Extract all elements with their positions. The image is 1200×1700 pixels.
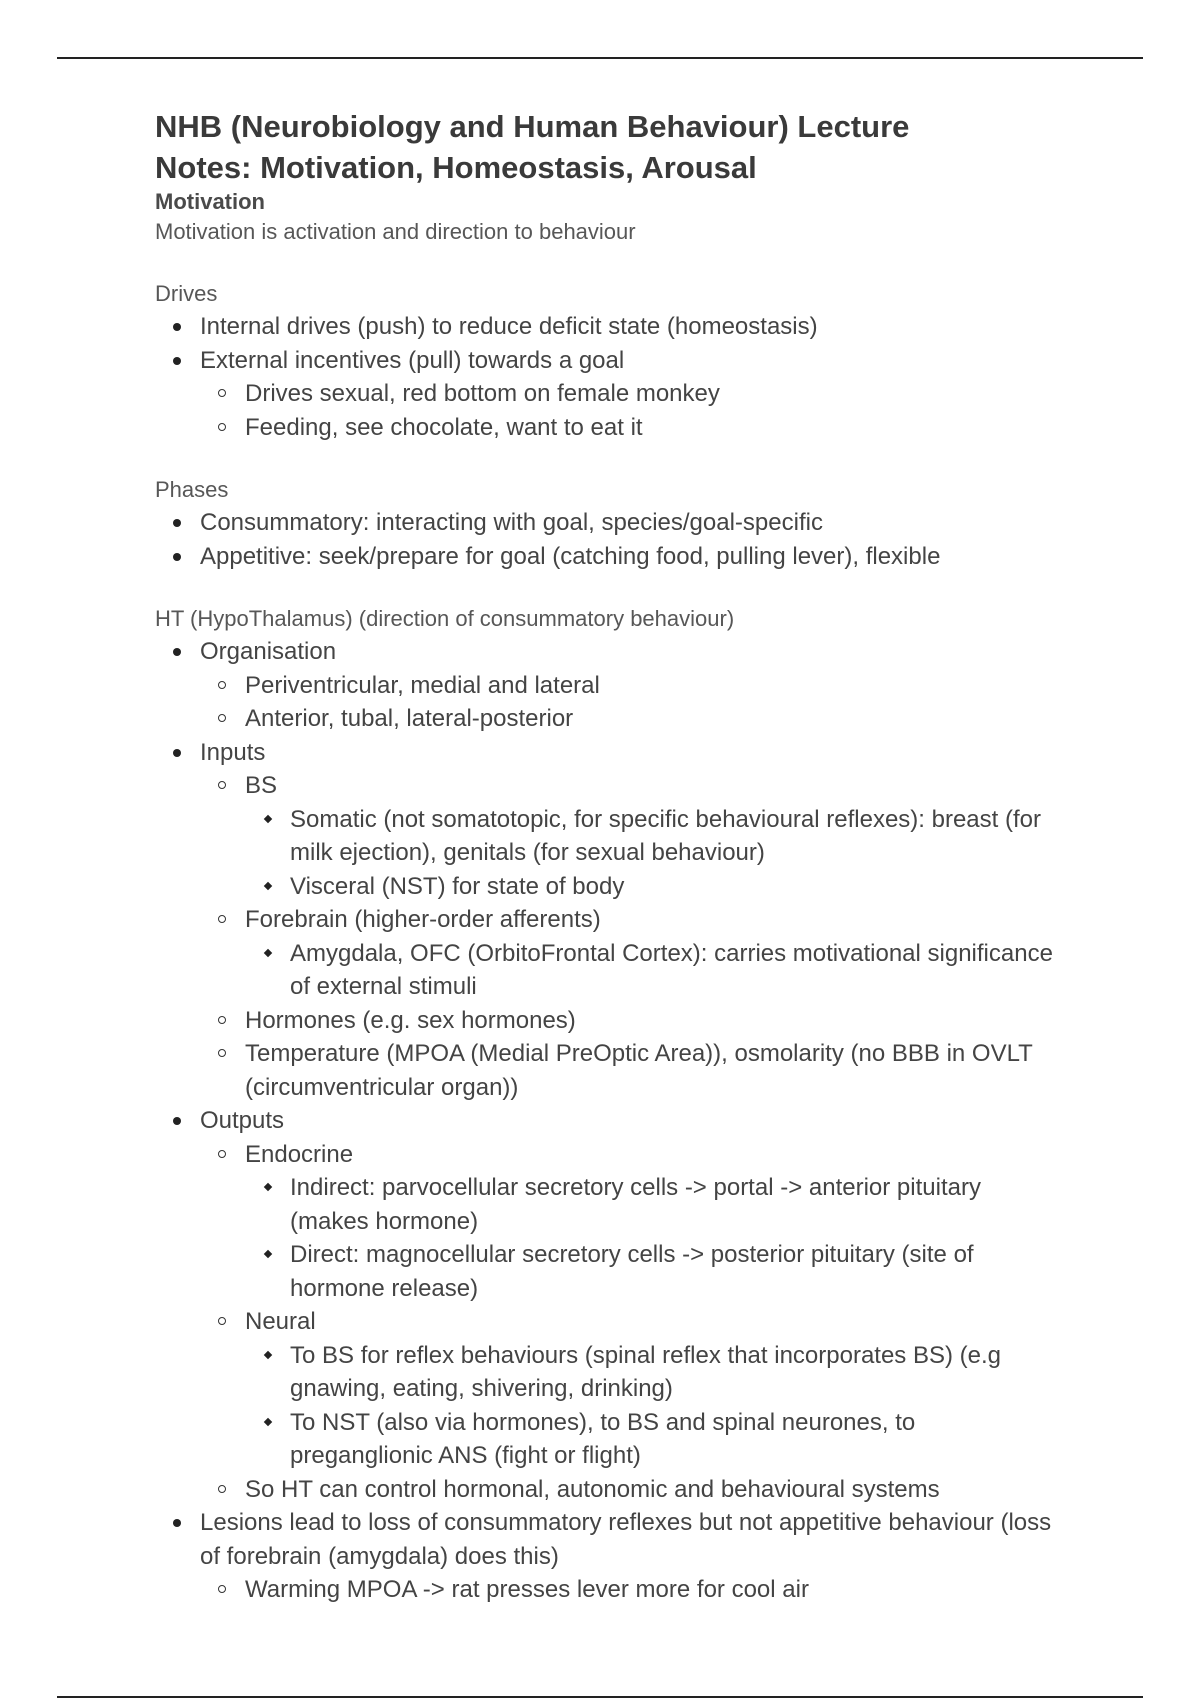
outputs-sublist bbox=[200, 1138, 1055, 1507]
list-item: Warming MPOA -> rat presses lever more for cool air bbox=[200, 1573, 1055, 1607]
bs-sublist bbox=[245, 803, 1055, 904]
list-item: Outputs Endocrine Indirect: parvocellular secretory cells -> portal -> anterior pituitary (makes hormone) Direct: magnocellular secretory cells -> posterior pituitary (site of hormone release) Neural To BS for reflex behaviours (spinal reflex that incorporates BS) (e.g gnawing, eating, shivering, drinking) To NST (also via hormones), to BS and spinal neurones, to preganglionic ANS (fight or flight) So HT can control hormonal, autonomic and behavioural systems bbox=[155, 1104, 1055, 1506]
list-item: Visceral (NST) for state of body bbox=[245, 870, 1055, 904]
bottom-divider bbox=[57, 1696, 1143, 1698]
list-item: Indirect: parvocellular secretory cells -> portal -> anterior pituitary (makes hormone) bbox=[245, 1171, 1055, 1238]
inputs-sublist bbox=[200, 769, 1055, 1104]
list-item: Consummatory: interacting with goal, species/goal-specific bbox=[155, 506, 1055, 540]
list-item: To NST (also via hormones), to BS and spinal neurones, to preganglionic ANS (fight or flight) bbox=[245, 1406, 1055, 1473]
incentives-sublist bbox=[200, 377, 1055, 444]
motivation-definition: Motivation is activation and direction to behaviour bbox=[155, 219, 636, 244]
lesions-sublist bbox=[200, 1573, 1055, 1607]
list-item: Direct: magnocellular secretory cells -> posterior pituitary (site of hormone release) bbox=[245, 1238, 1055, 1305]
list-item: BS Somatic (not somatotopic, for specific behavioural reflexes): breast (for milk ejection), genitals (for sexual behaviour) Visceral (NST) for state of body bbox=[200, 769, 1055, 903]
endocrine-sublist bbox=[245, 1171, 1055, 1305]
forebrain-sublist bbox=[245, 937, 1055, 1004]
list-item: Anterior, tubal, lateral-posterior bbox=[200, 702, 1055, 736]
drives-label: Drives bbox=[155, 281, 218, 306]
document-title bbox=[155, 106, 1055, 188]
list-item: Periventricular, medial and lateral bbox=[200, 669, 1055, 703]
drives-list bbox=[155, 310, 1055, 444]
phases-label: Phases bbox=[155, 477, 229, 502]
list-item: Temperature (MPOA (Medial PreOptic Area)), osmolarity (no BBB in OVLT (circumventricular organ)) bbox=[200, 1037, 1055, 1104]
list-item: Hormones (e.g. sex hormones) bbox=[200, 1004, 1055, 1038]
hypothalamus-list bbox=[155, 635, 1055, 1607]
list-item: Appetitive: seek/prepare for goal (catching food, pulling lever), flexible bbox=[155, 540, 1055, 574]
title-line-2: Notes: Motivation, Homeostasis, Arousal bbox=[155, 150, 757, 185]
top-divider bbox=[57, 57, 1143, 59]
list-item: Lesions lead to loss of consummatory reflexes but not appetitive behaviour (loss of forebrain (amygdala) does this) Warming MPOA -> rat presses lever more for cool air bbox=[155, 1506, 1055, 1607]
hypothalamus-label: HT (HypoThalamus) (direction of consummatory behaviour) bbox=[155, 606, 735, 631]
phases-list bbox=[155, 506, 1055, 573]
notes-document bbox=[155, 106, 1055, 1607]
list-item: Drives sexual, red bottom on female monkey bbox=[200, 377, 1055, 411]
list-item: Amygdala, OFC (OrbitoFrontal Cortex): carries motivational significance of external stimuli bbox=[245, 937, 1055, 1004]
list-item: Neural To BS for reflex behaviours (spinal reflex that incorporates BS) (e.g gnawing, eating, shivering, drinking) To NST (also via hormones), to BS and spinal neurones, to preganglionic ANS (fight or flight) bbox=[200, 1305, 1055, 1473]
list-item: Internal drives (push) to reduce deficit state (homeostasis) bbox=[155, 310, 1055, 344]
motivation-heading: Motivation bbox=[155, 189, 265, 214]
neural-sublist bbox=[245, 1339, 1055, 1473]
list-item: Inputs BS Somatic (not somatotopic, for specific behavioural reflexes): breast (for milk ejection), genitals (for sexual behaviour) Visceral (NST) for state of body Forebrain (higher-order afferents) Amygdala, OFC (OrbitoFrontal Cortex): carries motivational significance of external stimuli Hormones (e.g. sex hormones) Temperature (MPOA (Medial PreOptic Area)), osmolarity (no BBB in OVLT (circumventricular organ)) bbox=[155, 736, 1055, 1105]
list-item: Forebrain (higher-order afferents) Amygdala, OFC (OrbitoFrontal Cortex): carries motivational significance of external stimuli bbox=[200, 903, 1055, 1004]
list-item: To BS for reflex behaviours (spinal reflex that incorporates BS) (e.g gnawing, eating, shivering, drinking) bbox=[245, 1339, 1055, 1406]
list-item: Organisation Periventricular, medial and lateral Anterior, tubal, lateral-posterior bbox=[155, 635, 1055, 736]
organisation-sublist bbox=[200, 669, 1055, 736]
list-item: Somatic (not somatotopic, for specific behavioural reflexes): breast (for milk ejection), genitals (for sexual behaviour) bbox=[245, 803, 1055, 870]
list-item: Endocrine Indirect: parvocellular secretory cells -> portal -> anterior pituitary (makes hormone) Direct: magnocellular secretory cells -> posterior pituitary (site of hormone release) bbox=[200, 1138, 1055, 1306]
list-item: Feeding, see chocolate, want to eat it bbox=[200, 411, 1055, 445]
list-item: So HT can control hormonal, autonomic and behavioural systems bbox=[200, 1473, 1055, 1507]
title-line-1: NHB (Neurobiology and Human Behaviour) Lecture bbox=[155, 109, 910, 144]
list-item: External incentives (pull) towards a goal Drives sexual, red bottom on female monkey Feeding, see chocolate, want to eat it bbox=[155, 344, 1055, 445]
